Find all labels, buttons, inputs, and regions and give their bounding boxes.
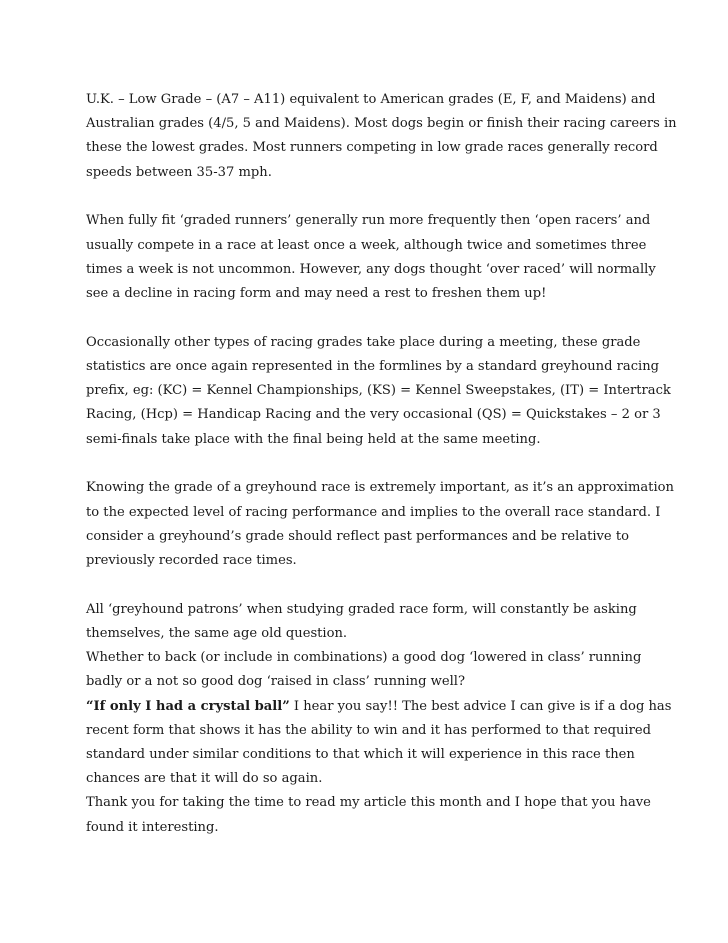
text-line: standard under similar conditions to that which it will experience in this race then [86,747,635,763]
text-line: previously recorded race times. [86,553,297,569]
text-line: statistics are once again represented in the formlines by a standard greyhound racing [86,359,660,375]
text-line: prefix, eg: (KC) = Kennel Championships, (KS) = Kennel Sweepstakes, (IT) = Intertrack [86,383,671,399]
text-line: recent form that shows it has the ability to win and it has performed to that required [86,722,652,738]
text-line: Racing, (Hcp) = Handicap Racing and the very occasional (QS) = Quickstakes – 2 or 3 [86,407,661,423]
crystal-ball-quote: “If only I had a crystal ball” [86,698,290,714]
text-line: chances are that it will do so again. [86,771,323,787]
text-line: When fully fit ‘graded runners’ generally run more frequently then ‘open racers’ and [86,213,651,229]
paragraph-racing-grades [86,331,671,452]
text-line: Australian grades (4/5, 5 and Maidens). Most dogs begin or finish their racing careers in [86,116,677,132]
text-line: Thank you for taking the time to read my article this month and I hope that you have [86,795,651,811]
crystal-ball-line [86,695,672,719]
paragraph-graded-runners [86,209,666,306]
text-line: to the expected level of racing performance and implies to the overall race standard. I [86,504,661,520]
text-line: Occasionally other types of racing grades take place during a meeting, these grade [86,334,641,350]
text-line: All ‘greyhound patrons’ when studying graded race form, will constantly be asking [86,601,637,617]
text-line: these the lowest grades. Most runners competing in low grade races generally record [86,140,658,156]
text-line: usually compete in a race at least once a week, although twice and sometimes three [86,237,647,253]
text-line: themselves, the same age old question. [86,626,348,642]
paragraph-knowing-grade [86,476,674,573]
crystal-ball-rest: I hear you say!! The best advice I can give is if a dog has [289,698,672,714]
text-line: Knowing the grade of a greyhound race is extremely important, as it’s an approximation [86,480,674,496]
text-line: times a week is not uncommon. However, any dogs thought ‘over raced’ will normally [86,261,656,277]
text-line: Whether to back (or include in combinations) a good dog ‘lowered in class’ running [86,650,642,666]
paragraph-greyhound-patrons [86,598,672,840]
text-line: badly or a not so good dog ‘raised in class’ running well? [86,674,465,690]
text-line: found it interesting. [86,819,219,835]
document-page [86,88,677,840]
text-line: U.K. – Low Grade – (A7 – A11) equivalent to American grades (E, F, and Maidens) and [86,92,656,107]
paragraph-low-grade [86,88,677,185]
text-line: semi-finals take place with the final being held at the same meeting. [86,431,541,447]
text-line: speeds between 35-37 mph. [86,164,272,180]
text-line: see a decline in racing form and may need a rest to freshen them up! [86,286,547,302]
text-line: consider a greyhound’s grade should reflect past performances and be relative to [86,528,629,544]
